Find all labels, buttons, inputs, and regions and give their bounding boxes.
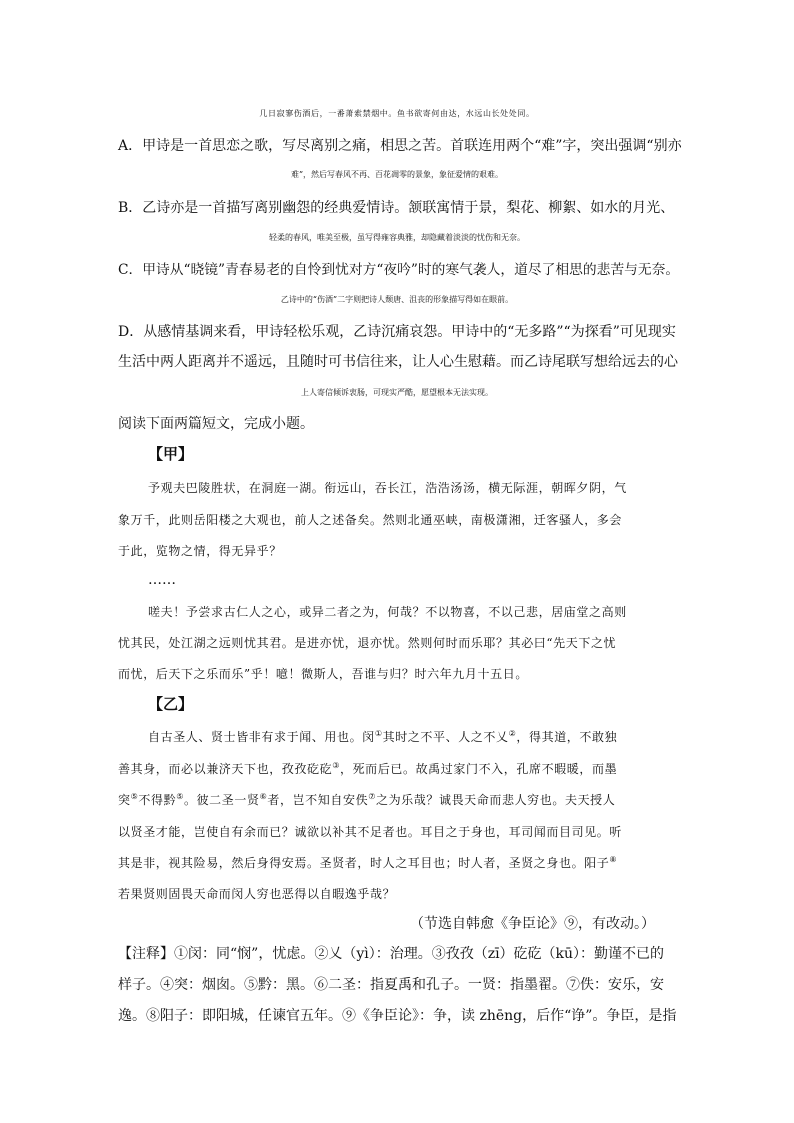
yi-text: 之为乐哉？诚畏天命而悲人穷也。夫天授人	[375, 793, 616, 807]
jia-p1-line-1: 予观夫巴陵胜状，在洞庭一湖。衔远山，吞长江，浩浩汤汤，横无际涯，朝晖夕阴，气	[148, 481, 627, 495]
option-a-line-1: A．甲诗是一首思恋之歌，写尽离别之痛，相思之苦。首联连用两个“难”字，突出强调“别亦	[118, 138, 682, 154]
yi-text: 自古圣人、贤士皆非有求于闻、用也。闵	[148, 730, 375, 744]
reading-instruction: 阅读下面两篇短文，完成小题。	[118, 416, 314, 432]
yi-text: 者，岂不知自安佚	[267, 793, 369, 807]
poem-tail-line: 几日寂寥伤酒后，一番萧索禁烟中。鱼书欲寄何由达，水远山长处处同。	[259, 109, 535, 118]
option-b-line-1: B．乙诗亦是一首描写离别幽怨的经典爱情诗。颔联寓情于景，梨花、柳絮、如水的月光、	[118, 200, 675, 216]
yi-line-1	[148, 727, 617, 747]
yi-text: 不得黔	[138, 793, 177, 807]
yi-line-5	[118, 853, 617, 873]
note-mark: ⑤	[130, 792, 139, 801]
note-mark: ⑤	[176, 792, 184, 801]
yi-text: ，得其道，不敢独	[516, 730, 618, 744]
note-mark: ②	[508, 729, 517, 738]
yi-text: 。彼二圣一贤	[183, 793, 260, 807]
option-a-line-2: 难”，然后写春风不再、百花凋零的景象，象征爱情的艰难。	[290, 170, 504, 179]
option-d-line-1: D．从感情基调来看，甲诗轻松乐观，乙诗沉痛哀怨。甲诗中的“无多路”“为探看”可见现实	[118, 324, 676, 340]
note-mark: ①	[374, 729, 383, 738]
note-mark: ⑥	[259, 792, 268, 801]
section-yi-label: 【乙】	[148, 695, 194, 713]
yi-text: 突	[118, 793, 131, 807]
notes-line-2: 样子。④突：烟囱。⑤黔：黑。⑥二圣：指夏禹和孔子。一贤：指墨翟。⑦佚：安乐，安	[118, 977, 664, 993]
jia-p2-line-2: 忧其民，处江湖之远则忧其君。是进亦忧，退亦忧。然则何时而乐耶？其必曰“先天下之忧	[118, 636, 617, 650]
source-citation: （节选自韩愈《争臣论》⑨，有改动。）	[410, 916, 655, 932]
option-c-line-2: 乙诗中的“伤酒”二字则把诗人颓唐、沮丧的形象描写得如在眼前。	[280, 295, 514, 304]
yi-text: ，死而后已。故禹过家门不入，孔席不暇暖，而墨	[339, 762, 618, 776]
yi-line-3	[118, 790, 615, 810]
yi-text: 其是非，视其险易，然后身得安焉。圣贤者，时人之耳目也；时人者，圣贤之身也。阳子	[118, 856, 610, 870]
jia-p1-line-2: 象万千，此则岳阳楼之大观也，前人之述备矣。然则北通巫峡，南极潇湘，迁客骚人，多会	[118, 513, 623, 527]
notes-line-1: 【注释】①闵：同“悯”，忧虑。②乂（yì）：治理。③孜孜（zī）矻矻（kū）：勤谨不已的	[118, 946, 665, 962]
jia-p2-line-1: 嗟夫！予尝求古仁人之心，或异二者之为，何哉？不以物喜，不以己悲，居庙堂之高则	[148, 605, 627, 619]
option-c-line-1: C．甲诗从“晓镜”青春易老的自怜到忧对方“夜吟”时的寒气袭人，道尽了相思的悲苦与无奈。	[118, 262, 680, 278]
note-mark: ⑦	[368, 792, 376, 801]
yi-line-6: 若果贤则固畏天命而闵人穷也恶得以自暇逸乎哉？	[118, 887, 396, 901]
yi-text: 善其身，而必以兼济天下也，孜孜矻矻	[118, 762, 333, 776]
jia-p1-line-3: 于此，览物之情，得无异乎？	[118, 544, 282, 558]
jia-ellipsis: ……	[148, 572, 176, 588]
notes-line-3: 逸。⑧阳子：即阳城，任谏官五年。⑨《争臣论》：争，读 zhēng，后作“诤”。争臣，是指	[118, 1008, 677, 1024]
yi-line-4: 以贤圣才能，岂使自有余而已？诚欲以补其不足者也。耳目之于身也，耳司闻而目司见。听	[118, 825, 623, 839]
yi-text: 其时之不平、人之不乂	[382, 730, 509, 744]
note-mark: ⑧	[609, 855, 618, 864]
jia-p2-line-3: 而忧，后天下之乐而乐”乎！噫！微斯人，吾谁与归？时六年九月十五日。	[118, 667, 528, 681]
option-d-line-3: 上人寄信倾诉衷肠，可现实严酷，愿望根本无法实现。	[301, 388, 493, 397]
section-jia-label: 【甲】	[148, 445, 194, 463]
yi-line-2	[118, 759, 617, 779]
note-mark: ③	[332, 761, 340, 770]
option-d-line-2: 生活中两人距离并不遥远，且随时可书信往来，让人心生慰藉。而乙诗尾联写想给远去的心	[118, 354, 678, 370]
option-b-line-2: 轻柔的春风，唯美至极，虽写得雍容典雅，却隐藏着淡淡的忧伤和无奈。	[269, 233, 525, 242]
